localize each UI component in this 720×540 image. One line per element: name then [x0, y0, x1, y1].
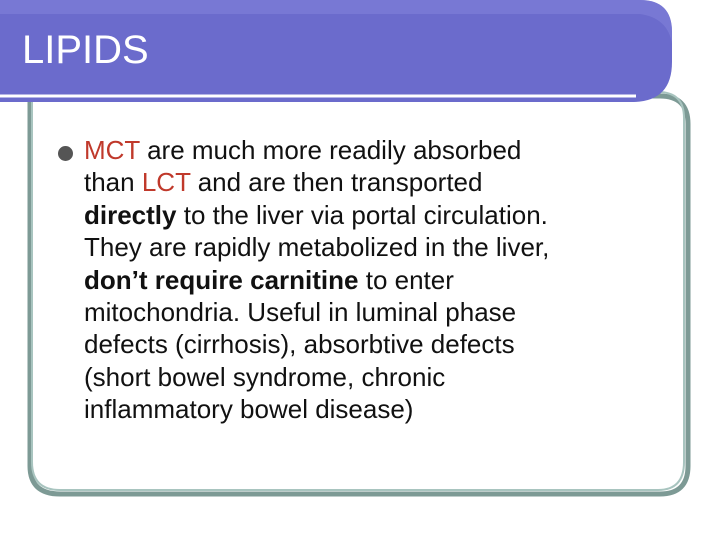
- text-fragment: to the liver via portal circulation.: [176, 199, 548, 230]
- text-line-7: defects (cirrhosis), absorbtive defects: [84, 329, 515, 360]
- text-fragment: are much more readily absorbed: [139, 135, 522, 165]
- text-line-1: [58, 134, 678, 166]
- emphasis-directly: directly: [84, 199, 177, 230]
- slide-title: LIPIDS: [22, 28, 149, 72]
- text-line-9: inflammatory bowel disease): [84, 394, 414, 425]
- bullet-text: [58, 134, 678, 426]
- emphasis-carnitine: don’t require carnitine: [84, 264, 359, 295]
- text-line-3: [58, 199, 678, 231]
- text-line-8: (short bowel syndrome, chronic: [84, 361, 446, 392]
- text-line-4: They are rapidly metabolized in the liver,: [84, 232, 550, 263]
- text-fragment: and are then transported: [190, 167, 483, 198]
- text-line-2: [58, 166, 678, 198]
- term-mct: MCT: [84, 135, 140, 165]
- term-lct: LCT: [141, 167, 191, 198]
- text-fragment: than: [84, 167, 142, 198]
- text-line-5: [58, 264, 678, 296]
- text-line-6: mitochondria. Useful in luminal phase: [84, 297, 517, 328]
- text-fragment: to enter: [358, 264, 454, 295]
